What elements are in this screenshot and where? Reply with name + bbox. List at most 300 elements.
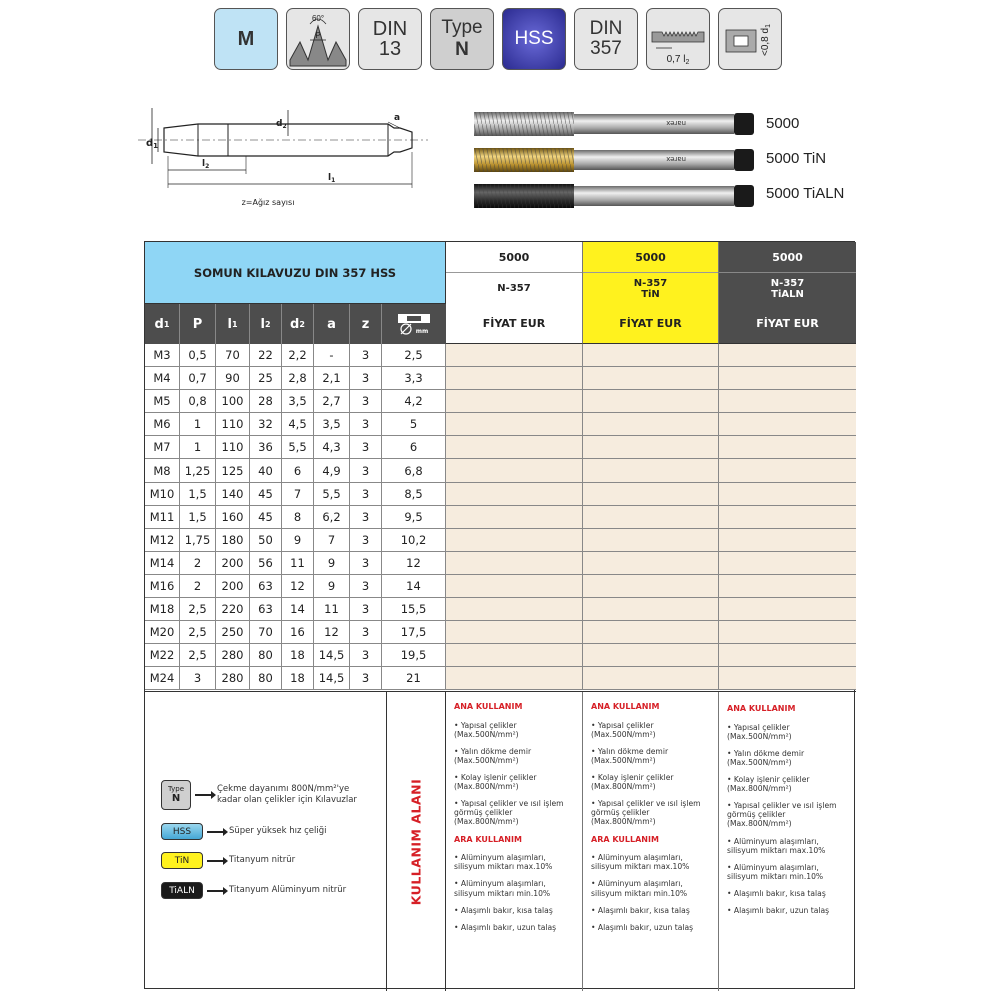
usage-item-text: Alüminyum alaşımları, silisyum miktarı max.10% [591,853,690,872]
secondary-usage-title: ARA KULLANIM [454,834,522,844]
cell-l2: 63 [250,575,282,597]
tap-technical-drawing [138,104,428,214]
price-cell [446,436,583,458]
table-row [145,598,856,621]
cell-a: 4,3 [314,436,350,458]
cell-l2: 45 [250,483,282,505]
cell-drill: 5 [382,413,446,435]
cell-l2: 70 [250,621,282,643]
cell-d2: 3,5 [282,390,314,412]
din357-line2: 357 [590,38,622,59]
bullet-icon: • [591,879,598,889]
usage-item [454,923,576,932]
bullet-icon: • [454,799,461,809]
cell-drill: 2,5 [382,344,446,366]
usage-item-text: Yalın dökme demir (Max.500N/mm²) [454,746,532,765]
usage-col-5000 [446,692,583,991]
price-cell [719,344,856,366]
col-p-main: P [192,316,203,332]
hss-label: HSS [514,28,554,49]
cell-l2: 50 [250,529,282,551]
legend-type-box [161,780,191,810]
usage-item-text: Alaşımlı bakır, kısa talaş [733,889,826,899]
col-l1-sub: 1 [231,319,238,329]
cell-l1: 110 [216,436,250,458]
usage-side-label: KULLANIM ALANI [408,778,424,905]
table-row [145,390,856,413]
table-footer [145,691,856,990]
cell-a: 12 [314,621,350,643]
cell-d1: M20 [145,621,180,643]
price-cell [446,552,583,574]
price-cell [583,413,719,435]
price-cell [446,413,583,435]
cell-a: 14,5 [314,667,350,689]
cell-l1: 100 [216,390,250,412]
col-drill [382,304,446,344]
legend-tialn-text: Titanyum Alüminyum nitrür [229,885,347,896]
cell-drill: 12 [382,552,446,574]
col-l2-main: l [260,316,265,332]
cell-z: 3 [350,436,382,458]
cell-l1: 70 [216,344,250,366]
bullet-icon: • [591,905,598,915]
l2-label: l [202,159,206,169]
price-cell [583,367,719,389]
cell-l1: 125 [216,459,250,481]
cell-d2: 12 [282,575,314,597]
bullet-icon: • [591,799,598,809]
cell-p: 1,75 [180,529,216,551]
cell-p: 0,8 [180,390,216,412]
col-l2 [250,304,282,344]
cell-a: 9 [314,552,350,574]
cell-l2: 80 [250,644,282,666]
cell-d1: M11 [145,506,180,528]
usage-item [454,879,576,897]
legend-type-label: Type [167,784,185,793]
svg-text:0,7 l2 [667,54,690,66]
table-row [145,667,856,690]
price-header-5000-tin: FİYAT EUR [583,304,719,344]
cell-d1: M5 [145,390,180,412]
tool-label-5000-tialn: 5000 TiALN [766,185,845,202]
cell-a: 4,9 [314,459,350,481]
legend-type-value: N [171,793,181,805]
cell-a: 3,5 [314,413,350,435]
cell-z: 3 [350,506,382,528]
legend-hss-box: HSS [161,823,203,840]
price-cell [583,575,719,597]
col-d2-main: d [290,316,300,332]
cell-l1: 180 [216,529,250,551]
main-usage-title: ANA KULLANIM [591,702,660,711]
cell-drill: 19,5 [382,644,446,666]
usage-item-text: Alaşımlı bakır, uzun talaş [733,906,830,916]
l2-sub: 2 [205,163,210,170]
usage-item [727,906,850,915]
bullet-icon: • [591,720,598,730]
price-cell [446,621,583,643]
table-row [145,436,856,459]
drill-unit: mm [415,328,429,335]
cell-a: 6,2 [314,506,350,528]
price-cell [719,367,856,389]
cell-p: 1 [180,436,216,458]
price-cell [446,483,583,505]
price-cell [719,506,856,528]
cell-drill: 21 [382,667,446,689]
product-name-cell [719,273,856,304]
usage-col-5000-tin [583,692,719,991]
legend-tin-text: Titanyum nitrür [229,855,296,866]
cell-p: 3 [180,667,216,689]
usage-side-label-cell [387,692,446,991]
cell-d1: M6 [145,413,180,435]
metric-badge [214,8,278,70]
cell-d2: 6 [282,459,314,481]
cell-p: 2,5 [180,598,216,620]
bullet-icon: • [454,746,461,756]
table-title: SOMUN KILAVUZU DIN 357 HSS [145,242,446,304]
cell-z: 3 [350,413,382,435]
col-z [350,304,382,344]
hss-badge [502,8,566,70]
product-coating: TiALN [771,288,804,300]
usage-item [454,799,576,826]
cell-d2: 2,2 [282,344,314,366]
cell-l2: 40 [250,459,282,481]
cell-a: 9 [314,575,350,597]
col-p [180,304,216,344]
cell-d1: M22 [145,644,180,666]
legend-tialn [161,882,346,899]
cell-d2: 7 [282,483,314,505]
d2-label: d [276,119,283,129]
product-header-5000 [446,242,583,304]
arrow-right-icon [207,831,225,833]
price-cell [583,552,719,574]
usage-item-text: Yalın dökme demir (Max.500N/mm²) [727,748,805,767]
tool-label-5000-tin: 5000 TiN [766,150,827,167]
cell-d1: M14 [145,552,180,574]
price-cell [583,667,719,689]
col-z-main: z [361,316,370,332]
price-cell [583,529,719,551]
col-a [314,304,350,344]
table-row [145,413,856,436]
usage-item [591,773,712,791]
price-cell [583,459,719,481]
usage-item [454,721,576,739]
cell-p: 2 [180,575,216,597]
a-label: a [394,113,401,123]
l1-sub: 1 [331,177,336,184]
cell-d2: 16 [282,621,314,643]
brand-text-2: narex [666,155,686,163]
cell-d1: M10 [145,483,180,505]
product-header-5000-tialn [719,242,856,304]
cell-drill: 9,5 [382,506,446,528]
diameter-sub: 1 [765,24,772,28]
cell-z: 3 [350,598,382,620]
legend-hss [161,823,327,840]
tool-5000 [474,112,754,136]
usage-item-text: Alüminyum alaşımları, silisyum miktarı max.10% [727,836,826,855]
price-cell [719,413,856,435]
bullet-icon: • [727,889,734,899]
diameter-text: <0,8 d [760,27,771,56]
price-cell [446,390,583,412]
bullet-icon: • [727,906,734,916]
usage-item-text: Alaşımlı bakır, uzun talaş [597,922,694,932]
cell-d1: M12 [145,529,180,551]
usage-item [727,889,850,898]
cell-p: 1,25 [180,459,216,481]
product-code: 5000 [719,242,856,273]
cell-d1: M3 [145,344,180,366]
d1-label: d [146,138,154,149]
price-cell [719,598,856,620]
price-cell [719,436,856,458]
bullet-icon: • [454,720,461,730]
cell-drill: 14 [382,575,446,597]
product-name: N-357 [770,277,805,289]
angle-text: 60° [311,14,325,23]
cell-drill: 6,8 [382,459,446,481]
cell-l1: 280 [216,644,250,666]
thread-profile-badge [286,8,350,70]
cell-drill: 8,5 [382,483,446,505]
table-row [145,621,856,644]
cell-d1: M7 [145,436,180,458]
cell-a: 14,5 [314,644,350,666]
table-row [145,459,856,482]
cell-d2: 14 [282,598,314,620]
price-cell [583,390,719,412]
cell-d2: 11 [282,552,314,574]
legend [145,692,387,991]
usage-item-text: Yapısal çelikler (Max.500N/mm²) [591,720,656,739]
usage-item [454,853,576,871]
usage-item [727,863,850,881]
usage-item [454,906,576,915]
cell-l2: 28 [250,390,282,412]
product-table [144,241,855,989]
cell-z: 3 [350,552,382,574]
cell-a: 11 [314,598,350,620]
drill-hole-icon [396,312,432,336]
cell-p: 1 [180,413,216,435]
bullet-icon: • [727,775,734,785]
cell-z: 3 [350,667,382,689]
product-name: N-357 [497,283,531,294]
cell-l1: 110 [216,413,250,435]
cell-drill: 6 [382,436,446,458]
cell-l2: 32 [250,413,282,435]
cell-z: 3 [350,344,382,366]
bullet-icon: • [454,853,461,863]
price-cell [446,506,583,528]
product-code: 5000 [446,242,582,273]
cell-a: 2,7 [314,390,350,412]
cell-p: 1,5 [180,506,216,528]
cell-z: 3 [350,483,382,505]
price-cell [719,621,856,643]
drill-diameter-icon [720,10,780,68]
chamfer-icon [648,10,708,68]
table-row [145,344,856,367]
usage-item [591,923,712,932]
usage-item [591,747,712,765]
price-cell [583,344,719,366]
cell-l1: 140 [216,483,250,505]
cell-p: 0,5 [180,344,216,366]
legend-type [161,780,367,810]
chamfer-text: 0,7 l [666,54,686,65]
usage-item-text: Alüminyum alaşımları, silisyum miktarı min.10% [454,879,551,898]
type-value: N [455,39,469,60]
cell-d2: 9 [282,529,314,551]
price-cell [583,506,719,528]
cell-d2: 4,5 [282,413,314,435]
cell-d1: M18 [145,598,180,620]
cell-p: 2,5 [180,621,216,643]
product-code: 5000 [583,242,718,273]
price-cell [719,390,856,412]
legend-tialn-box: TiALN [161,882,203,899]
price-cell [719,483,856,505]
bullet-icon: • [591,773,598,783]
col-a-main: a [327,316,336,332]
cell-l2: 25 [250,367,282,389]
price-cell [719,644,856,666]
cell-l1: 200 [216,552,250,574]
product-coating: TiN [641,288,660,300]
product-name-cell [446,273,582,304]
secondary-usage-title: ARA KULLANIM [591,834,659,844]
drill-diameter-badge [718,8,782,70]
cell-d2: 18 [282,667,314,689]
usage-item [727,775,850,793]
price-header-5000-tialn: FİYAT EUR [719,304,856,344]
usage-item-text: Kolay işlenir çelikler (Max.800N/mm²) [591,773,674,792]
cell-p: 2,5 [180,644,216,666]
din13-label: DIN 13 [372,18,408,60]
cell-l2: 56 [250,552,282,574]
table-row [145,529,856,552]
bullet-icon: • [727,722,734,732]
table-row [145,552,856,575]
arrow-right-icon [207,890,225,892]
cell-d2: 8 [282,506,314,528]
col-l1 [216,304,250,344]
usage-item-text: Yapısal çelikler (Max.500N/mm²) [727,722,792,741]
cell-drill: 15,5 [382,598,446,620]
cell-a: 7 [314,529,350,551]
cell-l2: 36 [250,436,282,458]
usage-item-text: Yalın dökme demir (Max.500N/mm²) [591,746,669,765]
usage-item [727,749,850,767]
cell-d1: M4 [145,367,180,389]
usage-item [454,747,576,765]
bullet-icon: • [727,801,734,811]
tool-5000-tialn [474,184,754,208]
price-cell [446,575,583,597]
usage-col-5000-tialn [719,692,856,991]
product-name: N-357 [633,277,668,289]
cell-p: 1,5 [180,483,216,505]
price-cell [583,436,719,458]
arrow-right-icon [195,794,213,796]
table-row [145,575,856,598]
bullet-icon: • [727,748,734,758]
usage-item-text: Alüminyum alaşımları, silisyum miktarı min.10% [591,879,688,898]
column-headers [145,304,446,344]
cell-d1: M8 [145,459,180,481]
brand-text-1: narex [666,119,686,127]
bullet-icon: • [727,862,734,872]
bullet-icon: • [454,905,461,915]
cell-drill: 17,5 [382,621,446,643]
bullet-icon: • [454,922,461,932]
usage-item-text: Yapısal çelikler ve ısıl işlem görmüş çelikler (Max.800N/mm²) [454,799,564,827]
usage-item [591,879,712,897]
svg-text:<0,8 d1 [760,24,772,56]
usage-item-text: Yapısal çelikler ve ısıl işlem görmüş çelikler (Max.800N/mm²) [591,799,701,827]
col-d1 [145,304,180,344]
price-cell [583,644,719,666]
price-cell [446,667,583,689]
table-row [145,644,856,667]
legend-hss-text: Süper yüksek hız çeliği [229,826,327,837]
table-row [145,483,856,506]
cell-z: 3 [350,621,382,643]
legend-type-text: Çekme dayanımı 800N/mm²'ye kadar olan çelikler için Kılavuzlar [217,784,357,805]
svg-text:l2 [202,159,209,170]
cell-z: 3 [350,529,382,551]
usage-item [727,837,850,855]
usage-item [591,721,712,739]
chamfer-sub: 2 [685,59,690,66]
price-cell [446,529,583,551]
cell-z: 3 [350,367,382,389]
cell-l2: 80 [250,667,282,689]
cell-l1: 280 [216,667,250,689]
cell-a: 5,5 [314,483,350,505]
tool-5000-tin [474,148,754,172]
table-row [145,506,856,529]
usage-item [591,906,712,915]
spec-badges [214,8,782,70]
price-cell [719,667,856,689]
l1-label: l [328,173,332,183]
usage-item [727,723,850,741]
bullet-icon: • [454,879,461,889]
price-cell [583,598,719,620]
svg-text:d2 [276,119,287,130]
din357-line1: DIN [589,18,623,40]
usage-item-text: Alaşımlı bakır, kısa talaş [597,905,690,915]
price-cell [583,621,719,643]
price-cell [446,344,583,366]
cell-l1: 250 [216,621,250,643]
cell-d2: 18 [282,644,314,666]
cell-l2: 45 [250,506,282,528]
din357-badge [574,8,638,70]
bullet-icon: • [591,922,598,932]
cell-drill: 10,2 [382,529,446,551]
